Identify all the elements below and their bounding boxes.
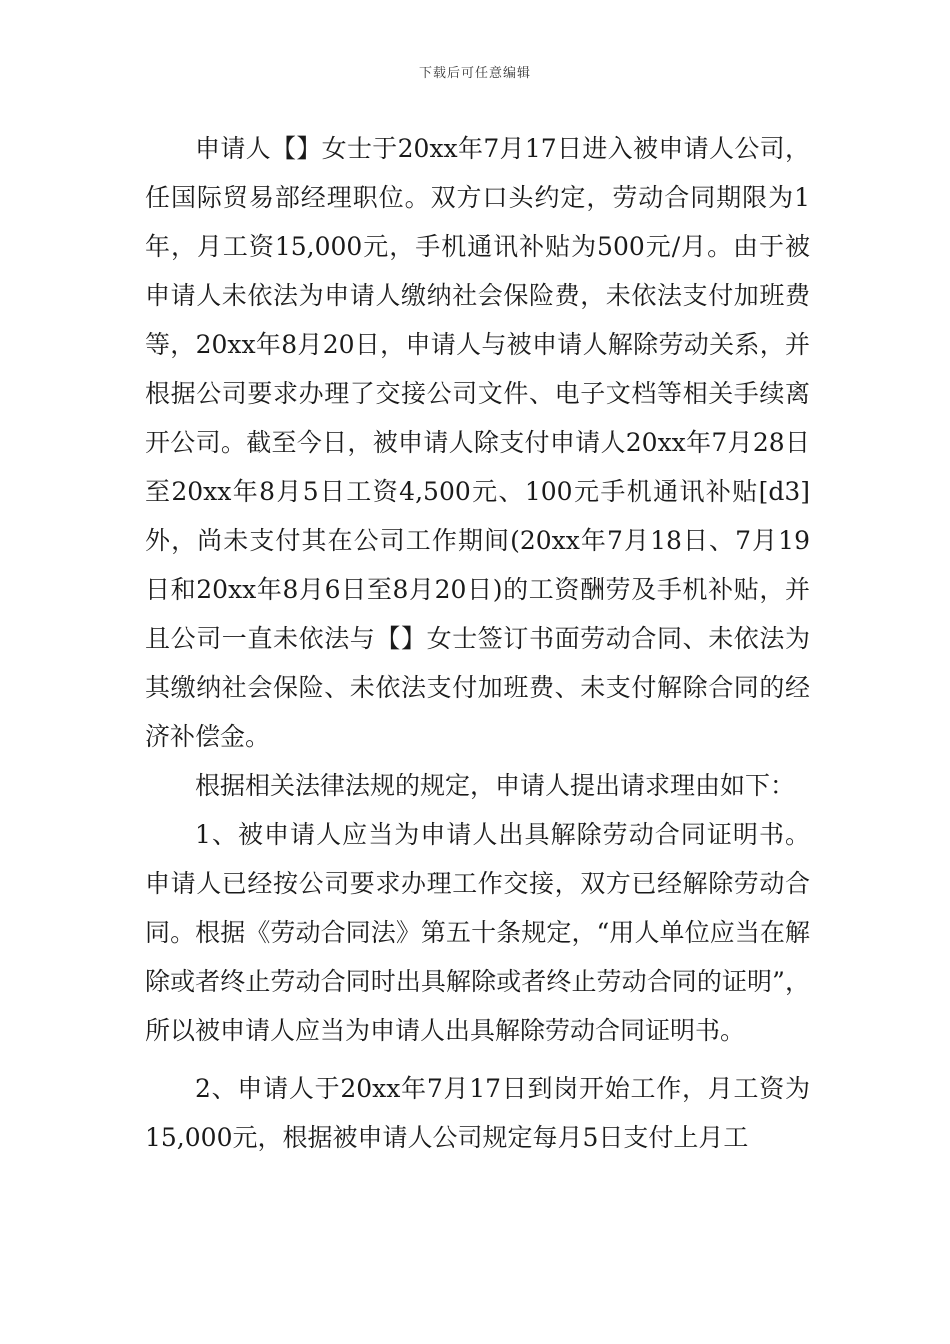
paragraph-reason-1: 1、被申请人应当为申请人出具解除劳动合同证明书。申请人已经按公司要求办理工作交接，双方已经解除劳动合同。根据《劳动合同法》第五十条规定，“用人单位应当在解除或者终止劳动合同时出具解除或者终止劳动合同的证明”，所以被申请人应当为申请人出具解除劳动合同证明书。 bbox=[145, 820, 810, 1045]
paragraph-facts: 申请人【】女士于20xx年7月17日进入被申请人公司，任国际贸易部经理职位。双方口头约定，劳动合同期限为1年，月工资15,000元，手机通讯补贴为500元/月。由于被申请人未依法为申请人缴纳社会保险费，未依法支付加班费等，20xx年8月20日，申请人与被申请人解除劳动关系，并根据公司要求办理了交接公司文件、电子文档等相关手续离开公司。截至今日，被申请人除支付申请人20xx年7月28日至20xx年8月5日工资4,500元、100元手机通讯补贴[d3] 外，尚未支付其在公司工作期间(20xx年7月18日、7月19日和20xx年8月6日至8月20日)的工资酬劳及手机补贴，并且公司一直未依法与【】女士签订书面劳动合同、未依法为其缴纳社会保险、未依法支付加班费、未支付解除合同的经济补偿金。 bbox=[145, 134, 810, 751]
paragraph-reason-2: 2、申请人于20xx年7月17日到岗开始工作，月工资为15,000元，根据被申请人公司规定每月5日支付上月工 bbox=[145, 1074, 810, 1152]
page-header: 下载后可任意编辑 bbox=[418, 66, 531, 81]
paragraph-reasons-intro: 根据相关法律法规的规定，申请人提出请求理由如下： bbox=[195, 771, 796, 800]
document-body bbox=[145, 124, 810, 1162]
